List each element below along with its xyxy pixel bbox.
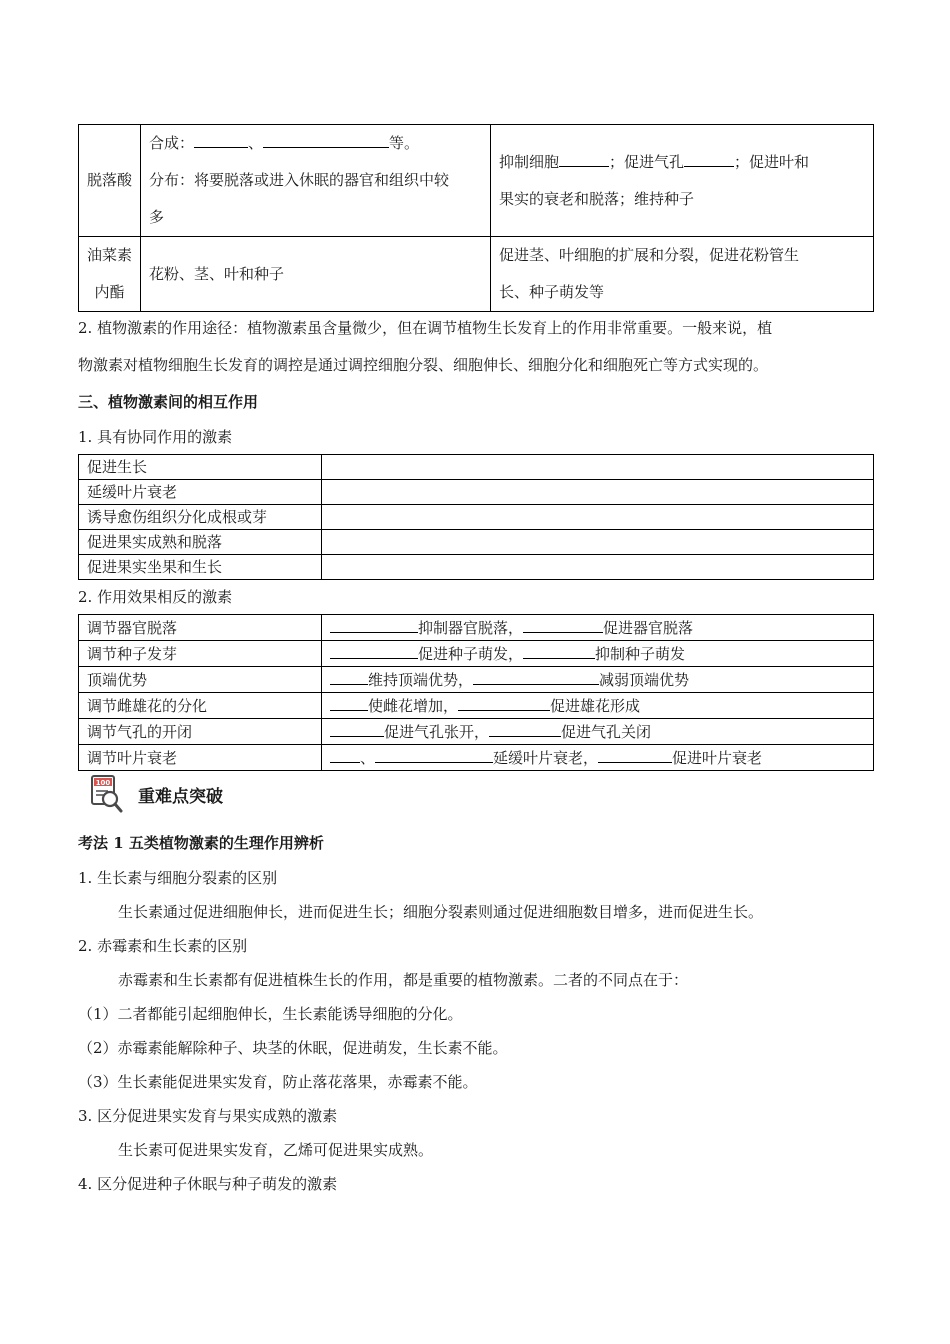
table-row [79,237,874,312]
cell-text: 抑制器官脱落， [418,619,524,637]
antagonist-cell [322,641,874,667]
antagonist-cell [322,745,874,771]
separator-text: 、 [248,134,264,152]
antagonist-cell [322,719,874,745]
paragraph: 物激素对植物细胞生长发育的调控是通过调控细胞分裂、细胞伸长、细胞分化和细胞死亡等方式实现的。 [78,356,769,374]
blank-field[interactable] [684,149,734,167]
hormone-name-line: 油菜素 [86,246,132,264]
table-row [79,615,874,641]
blank-field[interactable] [523,641,595,659]
hormone-name-line: 内酯 [94,283,125,301]
synergy-label: 诱导愈伤组织分化成根或芽 [79,505,322,530]
synthesis-label: 合成： [149,134,195,152]
subsection-label: 1. 具有协同作用的激素 [78,428,233,446]
table-row [79,455,874,480]
point-item: （3）生长素能促进果实发育，防止落花落果，赤霉素不能。 [78,1073,478,1091]
synergy-label: 促进生长 [79,455,322,480]
antagonist-cell [322,693,874,719]
paragraph: 2. 植物激素的作用途径：植物激素虽含量微少，但在调节植物生长发育上的作用非常重要。一般来说，植 [78,319,773,337]
distribution-text-cont: 多 [149,208,165,226]
blank-field[interactable] [598,745,672,763]
blank-field[interactable] [330,641,418,659]
cell-text: 抑制种子萌发 [595,645,686,663]
point-text: 生长素可促进果实发育，乙烯可促进果实成熟。 [118,1141,434,1159]
answer-cell[interactable] [322,530,874,555]
cell-text: 使雌花增加， [368,697,459,715]
hormone-function-cell [491,237,874,312]
blank-field[interactable] [330,615,418,633]
synergy-table [78,454,874,580]
antagonist-label: 调节雌雄花的分化 [79,693,322,719]
hormone-name-cell [79,237,141,312]
icon-badge-text: 100 [95,779,111,787]
table-row [79,125,874,237]
key-section-header [78,771,874,817]
blank-field[interactable] [458,693,550,711]
distribution-text: 分布：将要脱落或进入休眠的器官和组织中较 [149,171,450,189]
synergy-label: 促进果实成熟和脱落 [79,530,322,555]
cell-text: 促进气孔张开， [384,723,490,741]
table-row [79,667,874,693]
blank-field[interactable] [330,667,368,685]
function-text: 抑制细胞 [499,152,560,171]
antagonist-label: 调节叶片衰老 [79,745,322,771]
function-text: 长、种子萌发等 [499,283,605,301]
point-item: （1）二者都能引起细胞伸长，生长素能诱导细胞的分化。 [78,1005,463,1023]
synergy-label: 促进果实坐果和生长 [79,555,322,580]
antagonist-table [78,614,874,771]
blank-field[interactable] [559,149,609,167]
table-row [79,693,874,719]
blank-field[interactable] [330,719,384,737]
blank-field[interactable] [330,693,368,711]
function-text: 促进茎、叶细胞的扩展和分裂，促进花粉管生 [499,246,800,264]
point-label: 3. 区分促进果实发育与果实成熟的激素 [78,1107,338,1125]
function-text: ；促进叶和 [734,152,810,171]
cell-text: 减弱顶端优势 [599,671,690,689]
subsection-label: 2. 作用效果相反的激素 [78,588,233,606]
answer-cell[interactable] [322,480,874,505]
kaofa-heading: 考法 1 五类植物激素的生理作用辨析 [78,834,324,852]
blank-field[interactable] [194,130,248,148]
blank-field[interactable] [375,745,493,763]
table-row [79,480,874,505]
cell-text: 维持顶端优势， [368,671,474,689]
document-page [78,124,874,1201]
point-label: 4. 区分促进种子休眠与种子萌发的激素 [78,1175,338,1193]
key-section-title: 重难点突破 [138,786,223,807]
table-row [79,555,874,580]
answer-cell[interactable] [322,505,874,530]
answer-cell[interactable] [322,455,874,480]
antagonist-cell [322,615,874,641]
antagonist-label: 顶端优势 [79,667,322,693]
blank-field[interactable] [523,615,603,633]
cell-text: 促进叶片衰老 [672,749,763,767]
ending-text: 等。 [389,134,420,152]
table-row [79,505,874,530]
blank-field[interactable] [473,667,599,685]
point-text: 赤霉素和生长素都有促进植株生长的作用，都是重要的植物激素。二者的不同点在于： [118,971,689,989]
hormone-function-cell [491,125,874,237]
point-label: 2. 赤霉素和生长素的区别 [78,937,248,955]
table-row [79,719,874,745]
function-text: 果实的衰老和脱落；维持种子 [499,189,695,208]
antagonist-label: 调节种子发芽 [79,641,322,667]
magnifier-document-icon [90,774,124,814]
point-item: （2）赤霉素能解除种子、块茎的休眠，促进萌发，生长素不能。 [78,1039,508,1057]
antagonist-cell [322,667,874,693]
cell-text: 延缓叶片衰老， [493,749,599,767]
table-row [79,530,874,555]
blank-field[interactable] [489,719,561,737]
table-row [79,641,874,667]
table-row [79,745,874,771]
point-label: 1. 生长素与细胞分裂素的区别 [78,869,278,887]
hormone-table [78,124,874,312]
blank-field[interactable] [330,745,360,763]
antagonist-label: 调节器官脱落 [79,615,322,641]
hormone-source-cell: 花粉、茎、叶和种子 [141,237,491,312]
cell-text: 、 [360,749,376,767]
function-text: ；促进气孔 [609,152,685,171]
answer-cell[interactable] [322,555,874,580]
hormone-source-cell [141,125,491,237]
point-text: 生长素通过促进细胞伸长，进而促进生长；细胞分裂素则通过促进细胞数目增多，进而促进生长。 [118,903,764,921]
cell-text: 促进种子萌发， [418,645,524,663]
hormone-name-cell: 脱落酸 [79,125,141,237]
synergy-label: 延缓叶片衰老 [79,480,322,505]
blank-field[interactable] [263,130,389,148]
cell-text: 促进气孔关闭 [561,723,652,741]
antagonist-label: 调节气孔的开闭 [79,719,322,745]
section-heading: 三、植物激素间的相互作用 [78,393,259,411]
cell-text: 促进雄花形成 [550,697,641,715]
cell-text: 促进器官脱落 [603,619,694,637]
